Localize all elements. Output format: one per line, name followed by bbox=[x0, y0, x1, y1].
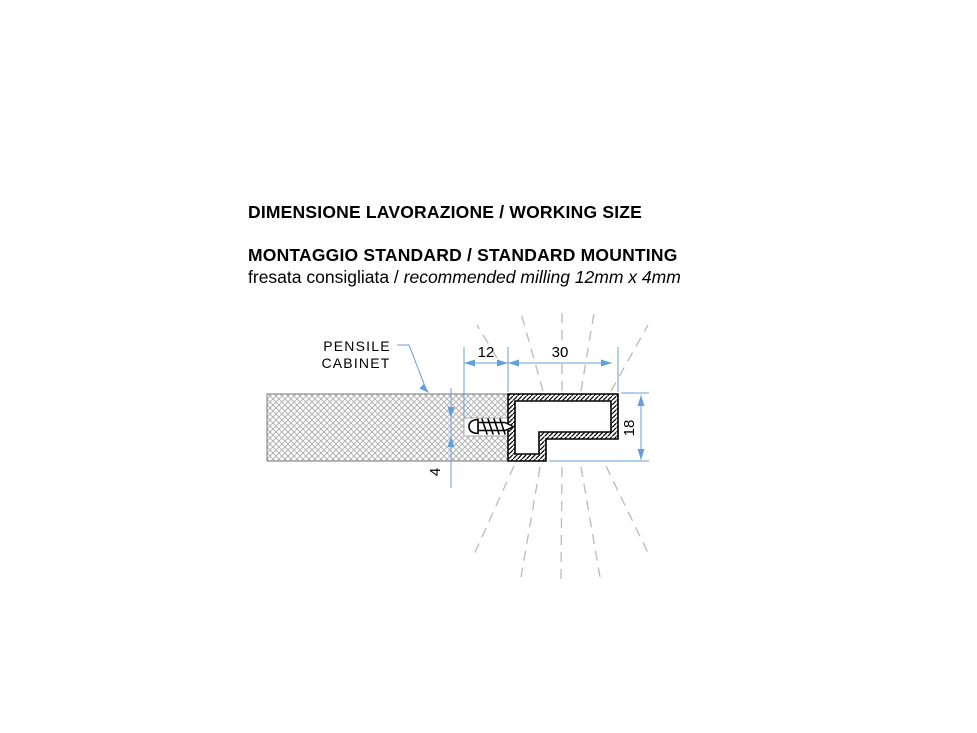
light-ray bbox=[581, 467, 600, 577]
light-ray bbox=[521, 313, 543, 391]
dimension-18-value: 18 bbox=[621, 419, 638, 437]
light-ray bbox=[606, 466, 649, 555]
light-rays-down bbox=[473, 466, 649, 579]
led-profile bbox=[508, 394, 618, 461]
cabinet-label-line2: CABINET bbox=[321, 355, 391, 371]
milling-note-prefix: fresata consigliata / bbox=[248, 267, 404, 287]
standard-mounting-title: MONTAGGIO STANDARD / STANDARD MOUNTING bbox=[248, 245, 678, 265]
dimension-4-value: 4 bbox=[427, 467, 444, 477]
cabinet-label-line1: PENSILE bbox=[323, 338, 391, 354]
light-ray bbox=[561, 467, 562, 579]
light-ray bbox=[473, 466, 514, 557]
dimension-30-value: 30 bbox=[551, 344, 569, 361]
cabinet-label bbox=[321, 338, 390, 371]
working-size-title: DIMENSIONE LAVORAZIONE / WORKING SIZE bbox=[248, 202, 643, 222]
milling-note-italic: recommended milling 12mm x 4mm bbox=[403, 267, 681, 287]
dimension-12-value: 12 bbox=[477, 344, 495, 361]
light-ray bbox=[521, 467, 540, 577]
light-ray bbox=[611, 325, 648, 391]
light-ray bbox=[581, 313, 594, 391]
screw-head bbox=[469, 420, 478, 434]
leader-line bbox=[397, 345, 429, 393]
